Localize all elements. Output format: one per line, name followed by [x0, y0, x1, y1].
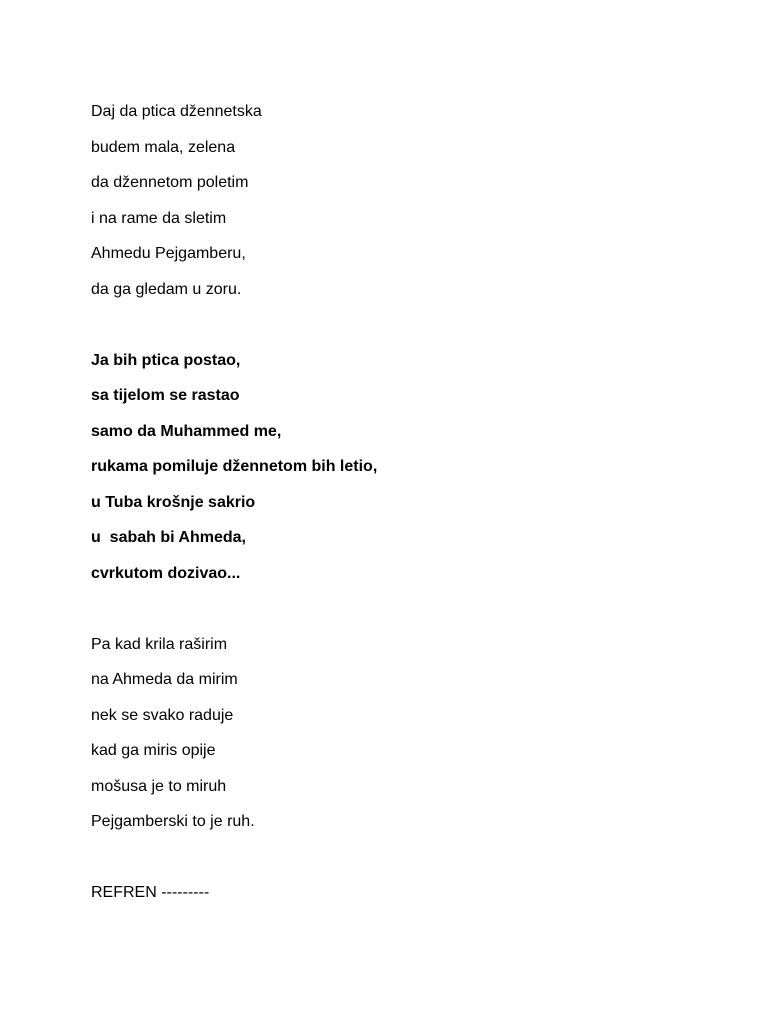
poem-line: Pa kad krila raširim: [91, 635, 228, 653]
poem-line: u sabah bi Ahmeda,: [91, 529, 246, 546]
poem-body: [91, 94, 711, 911]
poem-line: rukama pomiluje džennetom bih letio,: [91, 458, 378, 475]
poem-line: da džennetom poletim: [91, 174, 249, 191]
stanza-3: [91, 627, 711, 840]
poem-line: Pejgamberski to je ruh.: [91, 813, 255, 830]
poem-line: kad ga miris opije: [91, 742, 216, 759]
poem-line: cvrkutom dozivao...: [91, 564, 241, 582]
poem-line: Ahmedu Pejgamberu,: [91, 245, 246, 262]
poem-line: u Tuba krošnje sakrio: [91, 493, 256, 511]
stanza-2: [91, 343, 711, 592]
refrain-line: REFREN ---------: [91, 884, 210, 901]
poem-line: i na rame da sletim: [91, 209, 227, 227]
poem-line: na Ahmeda da mirim: [91, 671, 238, 688]
poem-line: Ja bih ptica postao,: [91, 351, 241, 369]
stanza-divider: [91, 840, 711, 876]
refrain-marker: [91, 875, 711, 911]
poem-line: budem mala, zelena: [91, 138, 236, 156]
poem-line: nek se svako raduje: [91, 706, 234, 724]
poem-line: sa tijelom se rastao: [91, 387, 240, 404]
poem-line: Daj da ptica džennetska: [91, 103, 262, 120]
stanza-divider: [91, 591, 711, 627]
poem-line: mošusa je to miruh: [91, 777, 227, 795]
stanza-1: [91, 94, 711, 307]
poem-line: da ga gledam u zoru.: [91, 280, 242, 298]
poem-line: samo da Muhammed me,: [91, 422, 282, 440]
stanza-divider: [91, 307, 711, 343]
